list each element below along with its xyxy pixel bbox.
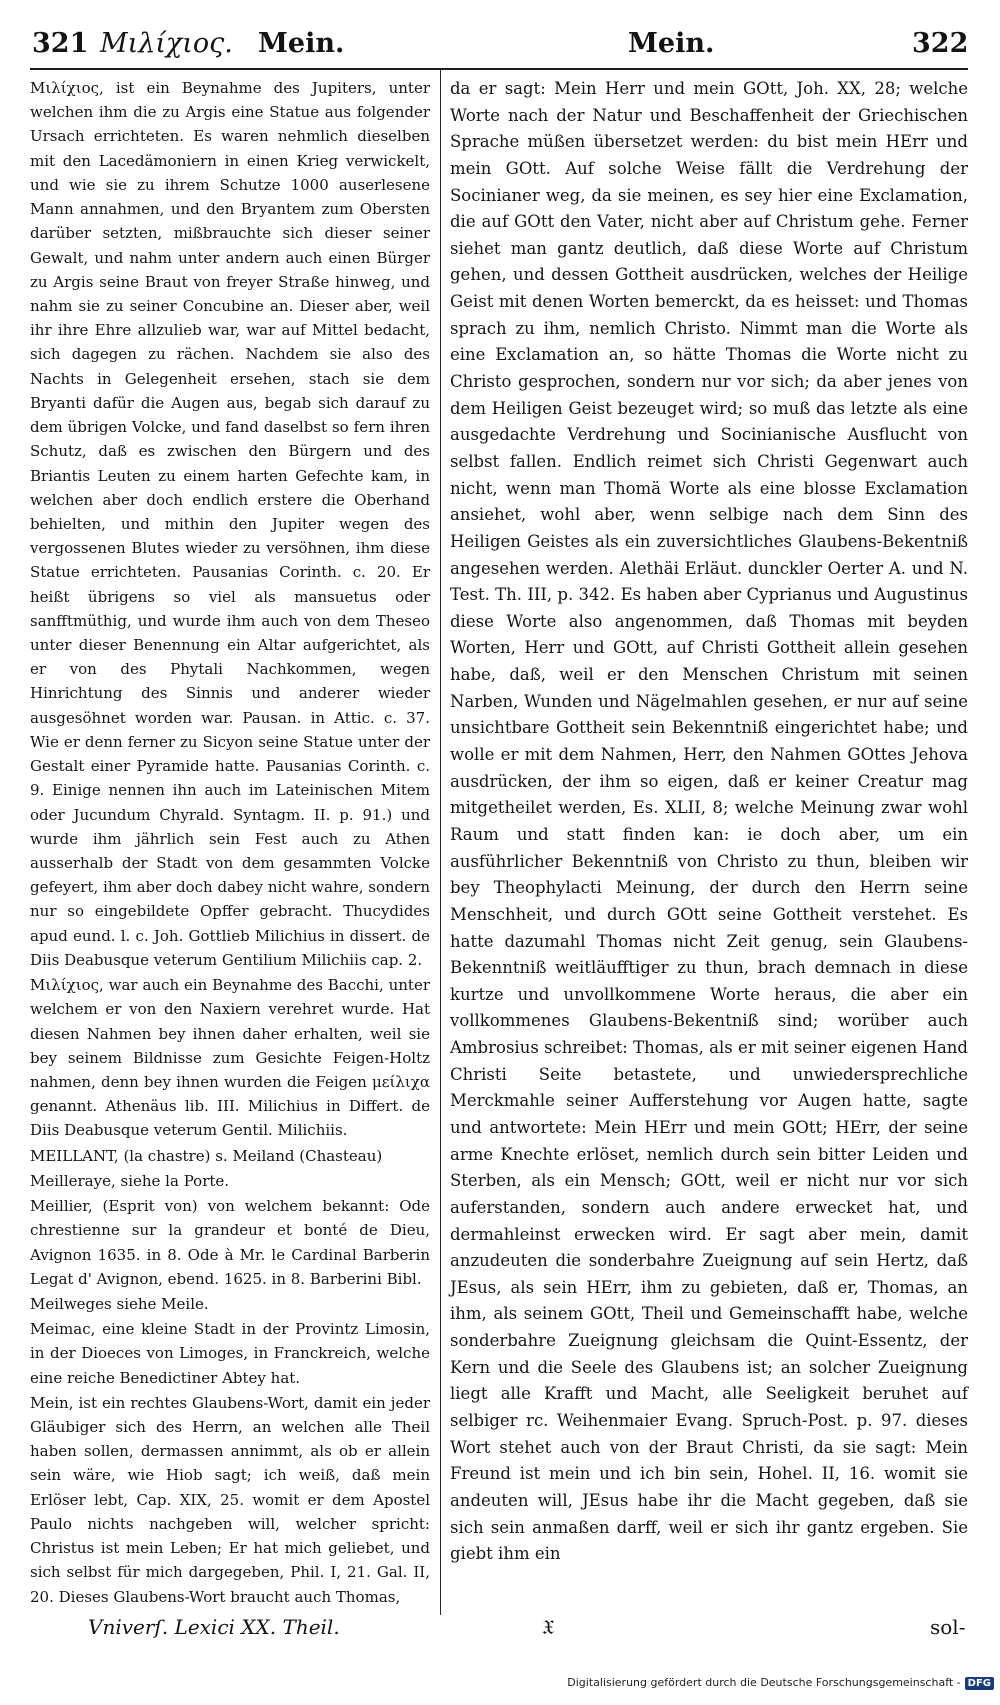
- right-page-number: 322: [912, 28, 969, 59]
- left-page-number: 321: [32, 28, 89, 59]
- signature-line: Vniverſ. Lexici XX. Theil.: [88, 1615, 340, 1639]
- entry-mein-continued: da er sagt: Mein Herr und mein GOtt, Joh. XX, 28; welche Worte nach der Natur und Beschaffenheit der Griechischen Sprache müßen übersetzet werden: du bist mein HErr und mein GOtt. Auf solche Weise fällt die Verdrehung der Socinianer weg, da sie meinen, es sey hier eine Exclamation, die auf GOtt den Vater, nicht aber auf Christum gehe. Ferner siehet man gantz deutlich, daß diese Worte auf Christum gehen, und dessen Gottheit ausdrücken, welches der Heilige Geist mit denen Worten bemerckt, da es heisset: und Thomas sprach zu ihm, nemlich Christo. Nimmt man die Worte als eine Exclamation an, so hätte Thomas die Worte nicht zu Christo gesprochen, sondern nur vor sich; da aber jenes von dem Heiligen Geist bezeuget wird; so muß das letzte als eine ausgedachte Verdrehung und Socinianische Ausflucht von selbst fallen. Endlich reimet sich Christi Gegenwart auch nicht, wenn man Thomä Worte als eine blosse Exclamation ansiehet, wohl aber, wenn selbige nach dem Sinn des Heiligen Geistes als ein zuversichtliches Glaubens-Bekentniß angesehen werden. Alethäi Erläut. dunckler Oerter A. und N. Test. Th. III, p. 342. Es haben aber Cyprianus und Augustinus diese Worte also angenommen, daß Thomas mit beyden Worten, Herr und GOtt, auf Christi Gottheit allein gesehen habe, daß, weil er den Menschen Christum mit seinen Narben, Wunden und Nägelmahlen gesehen, er nur auf seine unsichtbare Gottheit sein Bekenntniß eingerichtet habe; und wolle er mit dem Nahmen, Herr, den Nahmen GOttes Jehova ausdrücken, der ihm so eigen, daß er keiner Creatur mag mitgetheilet werden, Es. XLII, 8; welche Meinung zwar wohl Raum und statt finden kan: ie doch aber, um ein ausführlicher Bekenntniß von Christo zu thun, bleiben wir bey Theophylacti Meinung, der durch den Herrn seine Menschheit, und durch GOtt seine Gottheit verstehet. Es hatte dazumahl Thomas nicht Zeit genug, sein Glaubens-Bekenntniß weitläufftiger zu thun, brach demnach in diese kurtze und unvollkommene Worte heraus, die aber ein vollkommenes Glaubens-Bekentniß sind; worüber auch Ambrosius schreibet: Thomas, als er mit seiner eigenen Hand Christi Seite betastete, und unwiedersprechliche Merckmahle seiner Aufferstehung vor Augen hatte, sagte und antwortete: Mein HErr und mein GOtt; HErr, der seine arme Knechte erlöset, nemlich durch sein bitter Leiden und Sterben, als ein Mensch; GOtt, weil er nicht nur vor sich auferstanden, sondern auch andere erwecket hat, und dermahleinst erwecken wird. Er sagt aber mein, damit anzudeuten die sonderbahre Zueignung auf sein Hertz, daß JEsus, als sein HErr, ihm zu gebieten, daß er, Thomas, an ihm, als seinem GOtt, Theil und Gemeinschafft habe, welche sonderbahre Zueignung gleichsam die Quint-Essentz, der Kern und die Seele des Glaubens ist; an solcher Zueignung liegt alle Krafft und Macht, alle Seeligkeit beruhet auf selbiger rc. Weihenmaier Evang. Spruch-Post. p. 97. dieses Wort stehet auch von der Braut Christi, da sie sagt: Mein Freund ist mein und ich bin sein, Hohel. II, 16. womit sie andeuten will, JEsus habe ihr die Macht gegeben, daß sie sich sein anmaßen darff, weil er sich ihr gantz ergeben. Sie giebt ihm ein: [450, 79, 968, 1564]
- digitization-credit: [567, 1676, 994, 1690]
- left-keyword: Μιλίχιος.: [100, 28, 233, 59]
- credit-text: Digitalisierung gefördert durch die Deutsche Forschungsgemeinschaft -: [567, 1676, 961, 1689]
- entry-meilweges: Meilweges siehe Meile.: [30, 1294, 209, 1313]
- right-column: [450, 76, 968, 1569]
- catchword: sol-: [930, 1615, 966, 1639]
- header-rule: [30, 68, 968, 70]
- entry-meillier: Meillier, (Esprit von) von welchem bekannt: Ode chrestienne sur la grandeur et bonté de Dieu, Avignon 1635. in 8. Ode à Mr. le Cardinal Barberin Legat d' Avignon, ebend. 1625. in 8. Barberini Bibl.: [30, 1197, 430, 1288]
- entry-mein: Mein, ist ein rechtes Glaubens-Wort, damit ein jeder Gläubiger sich des Herrn, an welchen alle Theil haben sollen, dermassen annimmt, als ob er allein sein wäre, wie Hiob sagt; ich weiß, daß mein Erlöser lebt, Cap. XIX, 25. womit er dem Apostel Paulo nichts nachgeben will, welcher spricht: Christus ist mein Leben; Er hat mich geliebet, und sich selbst für mich dargegeben, Phil. I, 21. Gal. II, 20. Dieses Glaubens-Wort braucht auch Thomas,: [30, 1393, 430, 1606]
- signature-mark: 𝔛: [542, 1615, 555, 1639]
- entry-milichios-jupiter: Μιλίχιος, ist ein Beynahme des Jupiters, unter welchen ihm die zu Argis eine Statue aus folgender Ursach errichteten. Es waren nehmlich dieselben mit den Lacedämoniern in einen Krieg verwickelt, und wie sie zu ihrem Schutze 1000 auserlesene Mann annahmen, und den Bryantem zum Obersten darüber setzten, mißbrauchte sich dieser seiner Gewalt, und nahm unter andern auch einen Bürger zu Argis seine Braut von freyer Straße hinweg, und nahm sie zu seiner Concubine an. Dieser aber, weil ihr ihre Ehre allzulieb war, war auf Mittel bedacht, sich dagegen zu rächen. Nachdem sie also des Nachts in Gelegenheit ersehen, stach sie dem Bryanti dafür die Augen aus, begab sich darauf zu dem übrigen Volcke, und fand daselbst so fern ihren Schutz, daß es zwischen den Bürgern und des Briantis Leuten zu einem harten Gefechte kam, in welchen aber doch endlich erstere die Oberhand behielten, und mithin den Jupiter wegen des vergossenen Blutes wieder zu versöhnen, ihm diese Statue errichteten. Pausanias Corinth. c. 20. Er heißt übrigens so viel als mansuetus oder sanfftmüthig, und wurde ihm auch von dem Theseo unter dieser Benennung ein Altar aufgerichtet, als er von des Phytali Nachkommen, wegen Hinrichtung des Sinnis und anderer wieder ausgesöhnet worden war. Pausan. in Attic. c. 37. Wie er denn ferner zu Sicyon seine Statue unter der Gestalt einer Pyramide hatte. Pausanias Corinth. c. 9. Einige nennen ihn auch im Lateinischen Mitem oder Jucundum Chyrald. Syntagm. II. p. 91.) und wurde ihm jährlich sein Fest auch zu Athen ausserhalb der Stadt von dem gesammten Volcke gefeyert, ihm aber doch dabey nicht wahre, sondern nur so eingebildete Opffer gebracht. Thucydides apud eund. l. c. Joh. Gottlieb Milichius in dissert. de Diis Deabusque veterum Gentilium Milichiis cap. 2.: [30, 79, 430, 969]
- left-column: [30, 76, 430, 1610]
- entry-milichios-bacchus: Μιλίχιος, war auch ein Beynahme des Bacchi, unter welchem er von den Naxiern verehret wurde. Hat diesen Nahmen bey ihnen daher erhalten, weil sie bey seinem Bildnisse zum Gesichte Feigen-Holtz nahmen, denn bey ihnen wurden die Feigen μείλιχα genannt. Athenäus lib. III. Milichius in Differt. de Diis Deabusque veterum Gentil. Milichiis.: [30, 976, 430, 1140]
- entry-meimac: Meimac, eine kleine Stadt in der Provintz Limosin, in der Dioeces von Limoges, in Franckreich, welche eine reiche Benedictiner Abtey hat.: [30, 1320, 430, 1387]
- dfg-logo: DFG: [965, 1677, 994, 1690]
- column-rule: [440, 70, 441, 1615]
- entry-meillant: MEILLANT, (la chastre) s. Meiland (Chasteau): [30, 1146, 383, 1165]
- entry-meilleraye: Meilleraye, siehe la Porte.: [30, 1171, 230, 1190]
- center-title: Mein.: [258, 28, 345, 59]
- right-title: Mein.: [628, 28, 715, 59]
